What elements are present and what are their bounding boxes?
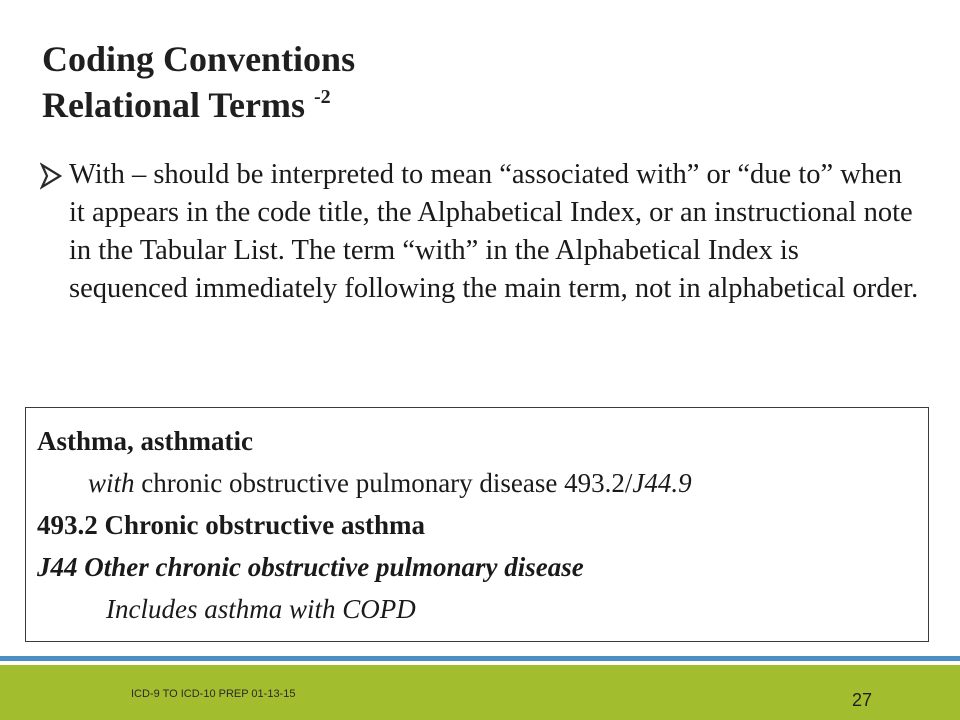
slide-title xyxy=(42,40,355,124)
includes-note: Includes asthma with COPD xyxy=(106,594,416,624)
title-line-1: Coding Conventions xyxy=(42,39,356,79)
index-subterm xyxy=(88,462,692,504)
arrow-bullet-icon xyxy=(40,162,62,190)
footer-divider-line xyxy=(0,656,960,661)
index-main-term: Asthma, asthmatic xyxy=(37,426,253,456)
bullet-text: With – should be interpreted to mean “associated with” or “due to” when it appears in the code title, the Alphabetical Index, or an instructional note in the Tabular List. The term “with” in the Alphabetical Index is sequenced immediately following the main term, not in alphabetical order. xyxy=(69,159,919,304)
icd9-entry: 493.2 Chronic obstructive asthma xyxy=(37,510,425,540)
example-box xyxy=(25,407,929,642)
title-line-2-text: Relational Terms xyxy=(42,85,306,125)
footer-caption: ICD-9 TO ICD-10 PREP 01-13-15 xyxy=(131,688,296,700)
subterm-text: chronic obstructive pulmonary disease 493.2/ xyxy=(134,468,633,498)
title-line-2 xyxy=(42,78,355,124)
bullet-paragraph xyxy=(40,156,920,308)
page-number: 27 xyxy=(852,690,873,710)
icd10-entry: J44 Other chronic obstructive pulmonary disease xyxy=(37,552,584,582)
subterm-icd10-code: J44.9 xyxy=(632,468,692,498)
subterm-with: with xyxy=(88,468,135,498)
title-superscript: -2 xyxy=(314,86,331,108)
